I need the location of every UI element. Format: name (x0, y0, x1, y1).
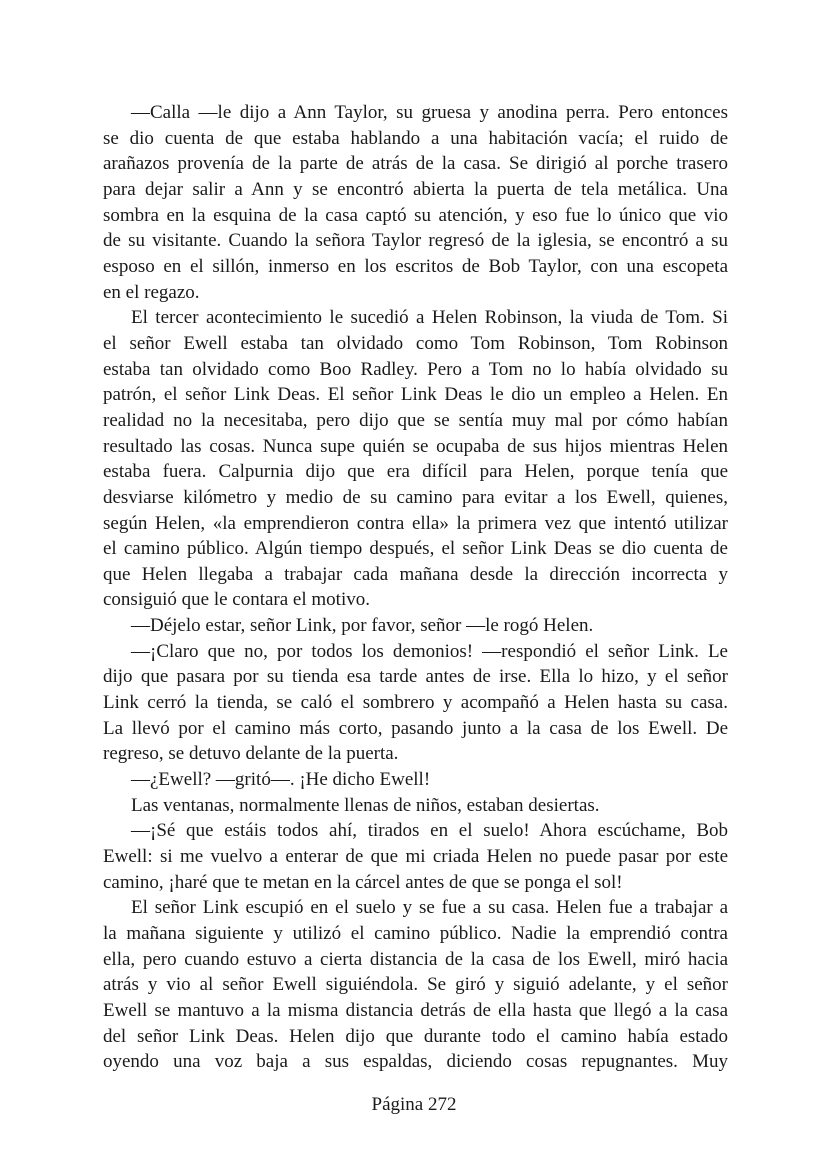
page-number: Página 272 (371, 1094, 457, 1115)
text-line: el camino público. Algún tiempo después, el señor Link Deas se dio cuenta de (103, 538, 728, 560)
paragraph (103, 639, 728, 767)
text-line: El señor Link escupió en el suelo y se fue a su casa. Helen fue a trabajar a (131, 897, 728, 919)
text-line: consiguió que le contara el motivo. (103, 589, 370, 611)
text-line: patrón, el señor Link Deas. El señor Link Deas le dio un empleo a Helen. En (103, 384, 728, 406)
text-line: para dejar salir a Ann y se encontró abierta la puerta de tela metálica. Una (103, 178, 728, 200)
paragraph (103, 895, 728, 1075)
text-line: se dio cuenta de que estaba hablando a una habitación vacía; el ruido de (103, 127, 728, 149)
text-line: de su visitante. Cuando la señora Taylor regresó de la iglesia, se encontró a su (103, 230, 728, 252)
text-line: arañazos provenía de la parte de atrás de la casa. Se dirigió al porche trasero (103, 153, 728, 175)
text-line: estaba tan olvidado como Boo Radley. Pero a Tom no lo había olvidado su (103, 358, 728, 380)
text-line: —Déjelo estar, señor Link, por favor, señor —le rogó Helen. (131, 615, 594, 637)
text-line: ella, pero cuando estuvo a cierta distancia de la casa de los Ewell, miró hacia (103, 948, 728, 970)
text-line: sombra en la esquina de la casa captó su atención, y eso fue lo único que vio (103, 204, 728, 226)
text-line: según Helen, «la emprendieron contra ella» la primera vez que intentó utilizar (103, 512, 728, 534)
text-line: en el regazo. (103, 281, 200, 303)
paragraph (103, 818, 728, 895)
text-line: atrás y vio al señor Ewell siguiéndola. Se giró y siguió adelante, y el señor (103, 974, 728, 996)
text-line: Ewell: si me vuelvo a enterar de que mi criada Helen no puede pasar por este (103, 846, 728, 868)
paragraph (103, 793, 728, 819)
text-line: dijo que pasara por su tienda esa tarde antes de irse. Ella lo hizo, y el señor (103, 666, 728, 688)
text-line: regreso, se detuvo delante de la puerta. (103, 743, 399, 765)
text-line: Link cerró la tienda, se caló el sombrero y acompañó a Helen hasta su casa. (103, 692, 728, 714)
text-line: Las ventanas, normalmente llenas de niños, estaban desiertas. (131, 794, 600, 816)
text-line: esposo en el sillón, inmerso en los escritos de Bob Taylor, con una escopeta (103, 255, 728, 277)
text-line: que Helen llegaba a trabajar cada mañana desde la dirección incorrecta y (103, 563, 728, 585)
text-line: el señor Ewell estaba tan olvidado como Tom Robinson, Tom Robinson (103, 332, 728, 354)
text-line: La llevó por el camino más corto, pasando junto a la casa de los Ewell. De (103, 717, 728, 739)
text-line: realidad no la necesitaba, pero dijo que se sentía muy mal por cómo habían (103, 409, 728, 431)
text-line: la mañana siguiente y utilizó el camino público. Nadie la emprendió contra (103, 923, 728, 944)
text-line: —Calla —le dijo a Ann Taylor, su gruesa y anodina perra. Pero entonces (131, 102, 728, 123)
text-line: del señor Link Deas. Helen dijo que durante todo el camino había estado (103, 1025, 728, 1047)
paragraph (103, 767, 728, 793)
text-line: resultado las cosas. Nunca supe quién se ocupaba de sus hijos mientras Helen (103, 435, 728, 457)
text-line: oyendo una voz baja a sus espaldas, diciendo cosas repugnantes. Muy (103, 1051, 728, 1073)
paragraph (103, 613, 728, 639)
text-line: —¡Claro que no, por todos los demonios! —respondió el señor Link. Le (131, 640, 728, 662)
text-line: desviarse kilómetro y medio de su camino para evitar a los Ewell, quienes, (103, 486, 728, 508)
paragraph (103, 100, 728, 305)
text-line: Ewell se mantuvo a la misma distancia detrás de ella hasta que llegó a la casa (103, 999, 728, 1021)
text-line: —¿Ewell? —gritó—. ¡He dicho Ewell! (131, 769, 431, 791)
text-line: camino, ¡haré que te metan en la cárcel antes de que se ponga el sol! (103, 871, 623, 893)
text-line: —¡Sé que estáis todos ahí, tirados en el suelo! Ahora escúchame, Bob (131, 820, 728, 842)
text-line: estaba fuera. Calpurnia dijo que era difícil para Helen, porque tenía que (103, 461, 728, 483)
page-body (103, 100, 728, 1075)
text-line: El tercer acontecimiento le sucedió a Helen Robinson, la viuda de Tom. Si (131, 307, 728, 329)
paragraph (103, 305, 728, 613)
